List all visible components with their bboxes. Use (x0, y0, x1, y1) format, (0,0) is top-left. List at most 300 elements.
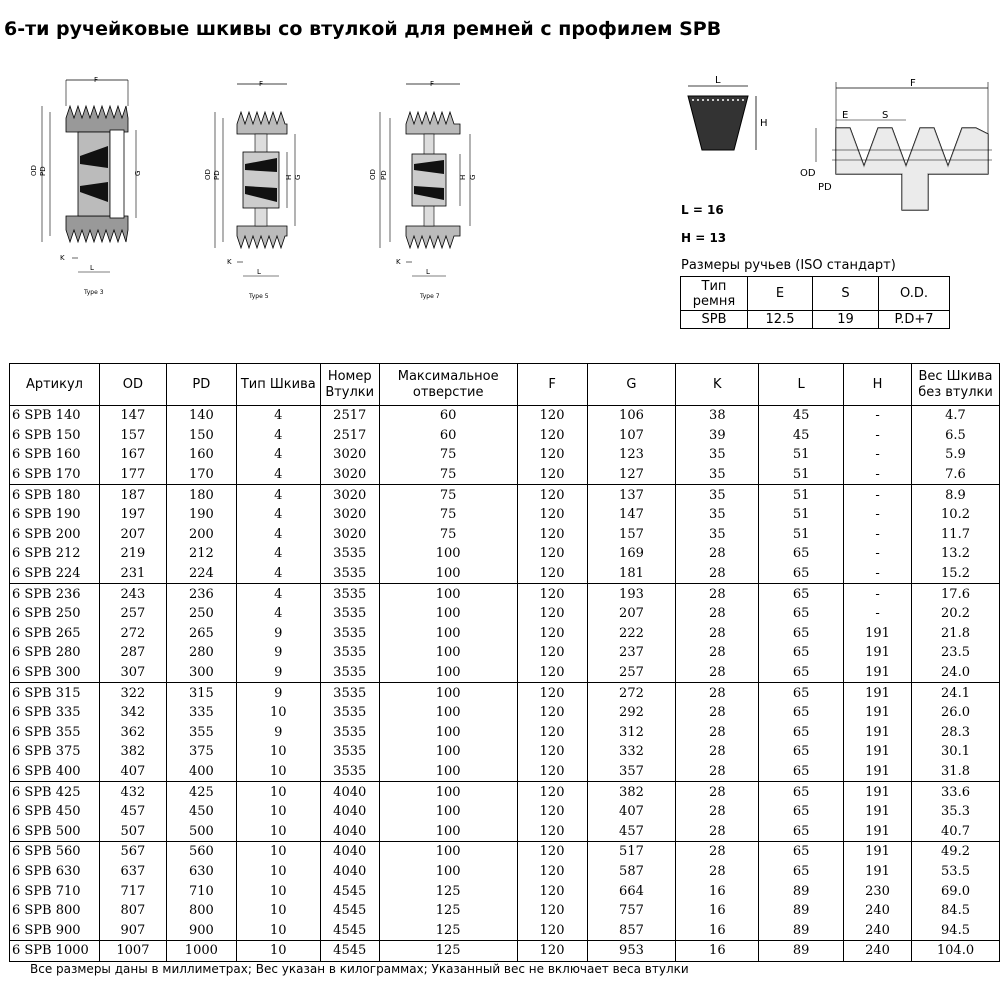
pulley-type-caption: Type 3 (84, 289, 104, 296)
groove-f-label: F (910, 78, 916, 89)
table-header-row (10, 364, 1000, 406)
table-cell: 150 (166, 426, 236, 446)
iso-cell: P.D+7 (879, 311, 950, 329)
article-cell: 6 SPB 315 (10, 683, 100, 703)
table-cell: 10 (236, 742, 320, 762)
table-cell: 28 (676, 624, 759, 644)
table-cell: 100 (379, 624, 517, 644)
iso-cell: SPB (681, 311, 748, 329)
table-cell: 120 (517, 782, 587, 802)
dim-k-label: K (227, 258, 232, 266)
iso-cell: 12.5 (748, 311, 813, 329)
table-cell: 20.2 (912, 604, 1000, 624)
table-cell: 307 (99, 663, 166, 683)
table-cell: 49.2 (912, 842, 1000, 862)
table-cell: 280 (166, 643, 236, 663)
table-cell: 28 (676, 802, 759, 822)
table-cell: 4040 (320, 802, 379, 822)
table-cell: - (844, 604, 912, 624)
belt-l-dimension: L = 16 (681, 203, 724, 217)
table-cell: 4 (236, 445, 320, 465)
table-cell: 120 (517, 703, 587, 723)
table-cell: 9 (236, 663, 320, 683)
article-cell: 6 SPB 450 (10, 802, 100, 822)
table-cell: 167 (99, 445, 166, 465)
iso-table-caption: Размеры ручьев (ISO стандарт) (681, 258, 896, 273)
table-row (10, 544, 1000, 564)
belt-l-label: L (715, 75, 721, 86)
table-row (10, 802, 1000, 822)
table-cell: 120 (517, 723, 587, 743)
table-cell: 191 (844, 723, 912, 743)
table-cell: 1000 (166, 941, 236, 962)
iso-header-cell: E (748, 277, 813, 311)
table-cell: 191 (844, 683, 912, 703)
table-cell: 65 (759, 862, 844, 882)
table-cell: 33.6 (912, 782, 1000, 802)
col-header-k: K (676, 364, 759, 406)
table-cell: 28 (676, 723, 759, 743)
article-cell: 6 SPB 140 (10, 406, 100, 426)
table-row (10, 465, 1000, 485)
table-cell: 272 (99, 624, 166, 644)
table-row (10, 624, 1000, 644)
table-cell: 3020 (320, 445, 379, 465)
article-cell: 6 SPB 630 (10, 862, 100, 882)
table-cell: 4 (236, 564, 320, 584)
article-cell: 6 SPB 355 (10, 723, 100, 743)
table-cell: 127 (587, 465, 676, 485)
belt-profile-drawing (682, 74, 782, 164)
iso-data-row (681, 311, 950, 329)
table-cell: 4 (236, 584, 320, 604)
table-cell: 4040 (320, 862, 379, 882)
table-cell: 10 (236, 862, 320, 882)
table-cell: 28 (676, 862, 759, 882)
dim-f-label: F (94, 76, 99, 84)
table-cell: 357 (587, 762, 676, 782)
table-cell: 710 (166, 881, 236, 901)
table-cell: 507 (99, 821, 166, 841)
table-cell: 4545 (320, 901, 379, 921)
col-header-g: G (587, 364, 676, 406)
table-cell: 907 (99, 920, 166, 940)
table-cell: 432 (99, 782, 166, 802)
table-cell: 51 (759, 525, 844, 545)
table-cell: 10 (236, 802, 320, 822)
table-cell: 10 (236, 920, 320, 940)
table-cell: 120 (517, 564, 587, 584)
table-cell: 28 (676, 663, 759, 683)
table-cell: 65 (759, 742, 844, 762)
article-cell: 6 SPB 190 (10, 505, 100, 525)
article-cell: 6 SPB 250 (10, 604, 100, 624)
article-cell: 6 SPB 170 (10, 465, 100, 485)
table-cell: 120 (517, 742, 587, 762)
table-cell: 231 (99, 564, 166, 584)
table-cell: 120 (517, 941, 587, 962)
table-cell: 3535 (320, 703, 379, 723)
table-cell: 10 (236, 901, 320, 921)
table-cell: 197 (99, 505, 166, 525)
table-cell: 120 (517, 485, 587, 505)
table-cell: 292 (587, 703, 676, 723)
table-row (10, 426, 1000, 446)
table-row (10, 703, 1000, 723)
table-cell: 4545 (320, 920, 379, 940)
article-cell: 6 SPB 800 (10, 901, 100, 921)
table-cell: 100 (379, 604, 517, 624)
table-cell: - (844, 564, 912, 584)
table-cell: 65 (759, 584, 844, 604)
col-header-h: H (844, 364, 912, 406)
table-cell: 28 (676, 643, 759, 663)
table-row (10, 920, 1000, 940)
table-cell: 120 (517, 663, 587, 683)
table-row (10, 445, 1000, 465)
table-cell: 560 (166, 842, 236, 862)
table-cell: 191 (844, 862, 912, 882)
iso-header-cell: O.D. (879, 277, 950, 311)
article-cell: 6 SPB 280 (10, 643, 100, 663)
table-cell: 181 (587, 564, 676, 584)
table-row (10, 742, 1000, 762)
table-cell: 120 (517, 901, 587, 921)
table-cell: 335 (166, 703, 236, 723)
table-row (10, 762, 1000, 782)
table-cell: 65 (759, 643, 844, 663)
table-cell: 10 (236, 821, 320, 841)
dim-g-label: G (134, 170, 142, 176)
table-cell: 147 (587, 505, 676, 525)
table-cell: 26.0 (912, 703, 1000, 723)
belt-h-dimension: H = 13 (681, 231, 727, 245)
table-cell: 757 (587, 901, 676, 921)
article-cell: 6 SPB 212 (10, 544, 100, 564)
table-cell: 4040 (320, 782, 379, 802)
article-cell: 6 SPB 224 (10, 564, 100, 584)
table-cell: 236 (166, 584, 236, 604)
table-cell: 100 (379, 643, 517, 663)
article-cell: 6 SPB 200 (10, 525, 100, 545)
table-cell: 170 (166, 465, 236, 485)
table-cell: 191 (844, 742, 912, 762)
table-cell: 120 (517, 920, 587, 940)
col-header-article: Артикул (10, 364, 100, 406)
table-cell: 100 (379, 742, 517, 762)
table-cell: 38 (676, 406, 759, 426)
table-cell: 3020 (320, 485, 379, 505)
table-cell: 4 (236, 426, 320, 446)
table-row (10, 505, 1000, 525)
table-cell: 180 (166, 485, 236, 505)
table-row (10, 643, 1000, 663)
table-cell: 100 (379, 564, 517, 584)
table-cell: 3535 (320, 624, 379, 644)
table-cell: - (844, 445, 912, 465)
table-row (10, 862, 1000, 882)
table-cell: 120 (517, 643, 587, 663)
table-row (10, 564, 1000, 584)
table-cell: 51 (759, 465, 844, 485)
table-cell: 120 (517, 862, 587, 882)
table-cell: 953 (587, 941, 676, 962)
table-cell: 23.5 (912, 643, 1000, 663)
table-cell: 425 (166, 782, 236, 802)
col-header-pd: PD (166, 364, 236, 406)
iso-groove-table (680, 276, 950, 329)
table-cell: 35 (676, 525, 759, 545)
table-cell: 51 (759, 485, 844, 505)
table-cell: 567 (99, 842, 166, 862)
table-cell: 60 (379, 426, 517, 446)
table-cell: 191 (844, 821, 912, 841)
table-cell: 125 (379, 920, 517, 940)
table-cell: 257 (99, 604, 166, 624)
table-cell: 125 (379, 941, 517, 962)
dim-k-label: K (396, 258, 401, 266)
col-header-max-bore: Максимальное отверстие (379, 364, 517, 406)
table-cell: 240 (844, 901, 912, 921)
table-cell: 65 (759, 624, 844, 644)
table-row (10, 901, 1000, 921)
table-cell: 191 (844, 842, 912, 862)
table-row (10, 842, 1000, 862)
table-cell: 250 (166, 604, 236, 624)
table-cell: 407 (587, 802, 676, 822)
table-cell: 24.0 (912, 663, 1000, 683)
table-cell: 224 (166, 564, 236, 584)
table-cell: 11.7 (912, 525, 1000, 545)
table-cell: 137 (587, 485, 676, 505)
table-cell: 65 (759, 782, 844, 802)
table-cell: 21.8 (912, 624, 1000, 644)
table-cell: 100 (379, 584, 517, 604)
table-cell: 35.3 (912, 802, 1000, 822)
groove-profile-drawing (792, 74, 997, 219)
table-cell: 120 (517, 426, 587, 446)
table-cell: 10 (236, 941, 320, 962)
table-cell: 10 (236, 762, 320, 782)
table-cell: 16 (676, 881, 759, 901)
table-cell: 100 (379, 663, 517, 683)
table-cell: 75 (379, 445, 517, 465)
table-cell: 2517 (320, 406, 379, 426)
table-cell: 45 (759, 406, 844, 426)
table-cell: 17.6 (912, 584, 1000, 604)
table-cell: 237 (587, 643, 676, 663)
table-cell: 28 (676, 584, 759, 604)
table-cell: 125 (379, 881, 517, 901)
article-cell: 6 SPB 400 (10, 762, 100, 782)
table-cell: 287 (99, 643, 166, 663)
dim-g-label: G (469, 174, 477, 180)
table-cell: 39 (676, 426, 759, 446)
table-cell: 9 (236, 624, 320, 644)
table-cell: - (844, 426, 912, 446)
table-cell: 120 (517, 683, 587, 703)
table-row (10, 604, 1000, 624)
table-cell: 28 (676, 742, 759, 762)
table-cell: 5.9 (912, 445, 1000, 465)
table-cell: 212 (166, 544, 236, 564)
table-cell: 15.2 (912, 564, 1000, 584)
table-cell: 190 (166, 505, 236, 525)
table-cell: 382 (587, 782, 676, 802)
table-cell: 10 (236, 842, 320, 862)
table-cell: 193 (587, 584, 676, 604)
table-cell: 3020 (320, 505, 379, 525)
pulley-type-caption: Type 5 (249, 293, 269, 300)
table-cell: 265 (166, 624, 236, 644)
table-cell: 4 (236, 406, 320, 426)
dim-l-label: L (90, 264, 94, 272)
table-row (10, 683, 1000, 703)
table-cell: 9 (236, 683, 320, 703)
table-cell: 382 (99, 742, 166, 762)
table-cell: 31.8 (912, 762, 1000, 782)
belt-h-label: H (760, 118, 768, 129)
article-cell: 6 SPB 1000 (10, 941, 100, 962)
table-cell: 157 (99, 426, 166, 446)
table-cell: - (844, 505, 912, 525)
table-cell: 3535 (320, 643, 379, 663)
dim-h-label: H (285, 174, 293, 180)
iso-header-row (681, 277, 950, 311)
dim-od-label: OD (369, 169, 377, 180)
table-cell: 637 (99, 862, 166, 882)
table-cell: 28 (676, 762, 759, 782)
table-cell: 4 (236, 505, 320, 525)
table-cell: 177 (99, 465, 166, 485)
table-cell: 4545 (320, 881, 379, 901)
table-cell: 322 (99, 683, 166, 703)
table-cell: 28 (676, 842, 759, 862)
table-row (10, 723, 1000, 743)
article-cell: 6 SPB 560 (10, 842, 100, 862)
table-cell: 123 (587, 445, 676, 465)
table-cell: 60 (379, 406, 517, 426)
col-header-weight: Вес Шкива без втулки (912, 364, 1000, 406)
table-cell: 3020 (320, 465, 379, 485)
table-cell: 191 (844, 643, 912, 663)
table-cell: 272 (587, 683, 676, 703)
table-cell: 6.5 (912, 426, 1000, 446)
table-cell: 219 (99, 544, 166, 564)
table-cell: 120 (517, 881, 587, 901)
table-cell: 517 (587, 842, 676, 862)
col-header-pulley-type: Тип Шкива (236, 364, 320, 406)
dim-od-label: OD (30, 165, 38, 176)
dim-od-label: OD (204, 169, 212, 180)
table-cell: 107 (587, 426, 676, 446)
table-cell: - (844, 406, 912, 426)
article-cell: 6 SPB 500 (10, 821, 100, 841)
table-cell: 16 (676, 901, 759, 921)
pulley-type-caption: Type 7 (420, 293, 440, 300)
table-cell: 1007 (99, 941, 166, 962)
table-cell: 35 (676, 445, 759, 465)
table-cell: 3535 (320, 723, 379, 743)
table-cell: 24.1 (912, 683, 1000, 703)
table-row (10, 525, 1000, 545)
table-cell: 407 (99, 762, 166, 782)
article-cell: 6 SPB 150 (10, 426, 100, 446)
dim-h-label: H (459, 174, 467, 180)
table-row (10, 584, 1000, 604)
table-cell: 13.2 (912, 544, 1000, 564)
dim-l-label: L (257, 268, 261, 276)
table-cell: 65 (759, 842, 844, 862)
table-row (10, 663, 1000, 683)
dim-pd-label: PD (39, 166, 47, 176)
table-cell: - (844, 465, 912, 485)
pulley-spec-table (9, 363, 1000, 962)
table-cell: 100 (379, 762, 517, 782)
table-cell: 106 (587, 406, 676, 426)
footnote: Все размеры даны в миллиметрах; Вес указан в килограммах; Указанный вес не включает веса втулки (30, 962, 689, 976)
table-cell: 807 (99, 901, 166, 921)
table-cell: 16 (676, 941, 759, 962)
table-cell: 120 (517, 406, 587, 426)
table-cell: 120 (517, 505, 587, 525)
table-cell: 120 (517, 762, 587, 782)
table-cell: 53.5 (912, 862, 1000, 882)
table-cell: 140 (166, 406, 236, 426)
table-cell: 65 (759, 683, 844, 703)
table-cell: 100 (379, 802, 517, 822)
table-cell: 65 (759, 663, 844, 683)
table-cell: 28 (676, 703, 759, 723)
table-row (10, 406, 1000, 426)
table-cell: 207 (99, 525, 166, 545)
article-cell: 6 SPB 180 (10, 485, 100, 505)
table-cell: 4040 (320, 821, 379, 841)
article-cell: 6 SPB 425 (10, 782, 100, 802)
table-row (10, 782, 1000, 802)
table-cell: 10 (236, 782, 320, 802)
table-cell: 3535 (320, 584, 379, 604)
table-cell: 100 (379, 821, 517, 841)
table-cell: 332 (587, 742, 676, 762)
table-cell: 664 (587, 881, 676, 901)
table-cell: 75 (379, 505, 517, 525)
table-cell: 187 (99, 485, 166, 505)
col-header-f: F (517, 364, 587, 406)
table-cell: 4 (236, 465, 320, 485)
table-cell: 65 (759, 802, 844, 822)
table-cell: 230 (844, 881, 912, 901)
table-cell: 9 (236, 643, 320, 663)
col-header-l: L (759, 364, 844, 406)
pulley-type7-drawing (368, 76, 488, 306)
iso-header-cell: Тип ремня (681, 277, 748, 311)
table-cell: 28 (676, 821, 759, 841)
dim-pd-label: PD (213, 170, 221, 180)
groove-od-label: OD (800, 168, 816, 179)
table-body (10, 406, 1000, 962)
article-cell: 6 SPB 900 (10, 920, 100, 940)
article-cell: 6 SPB 160 (10, 445, 100, 465)
table-cell: 191 (844, 782, 912, 802)
table-cell: 100 (379, 862, 517, 882)
pulley-type5-drawing (205, 76, 315, 306)
table-cell: 28 (676, 564, 759, 584)
table-cell: 89 (759, 901, 844, 921)
table-cell: 45 (759, 426, 844, 446)
table-cell: 587 (587, 862, 676, 882)
table-cell: 630 (166, 862, 236, 882)
